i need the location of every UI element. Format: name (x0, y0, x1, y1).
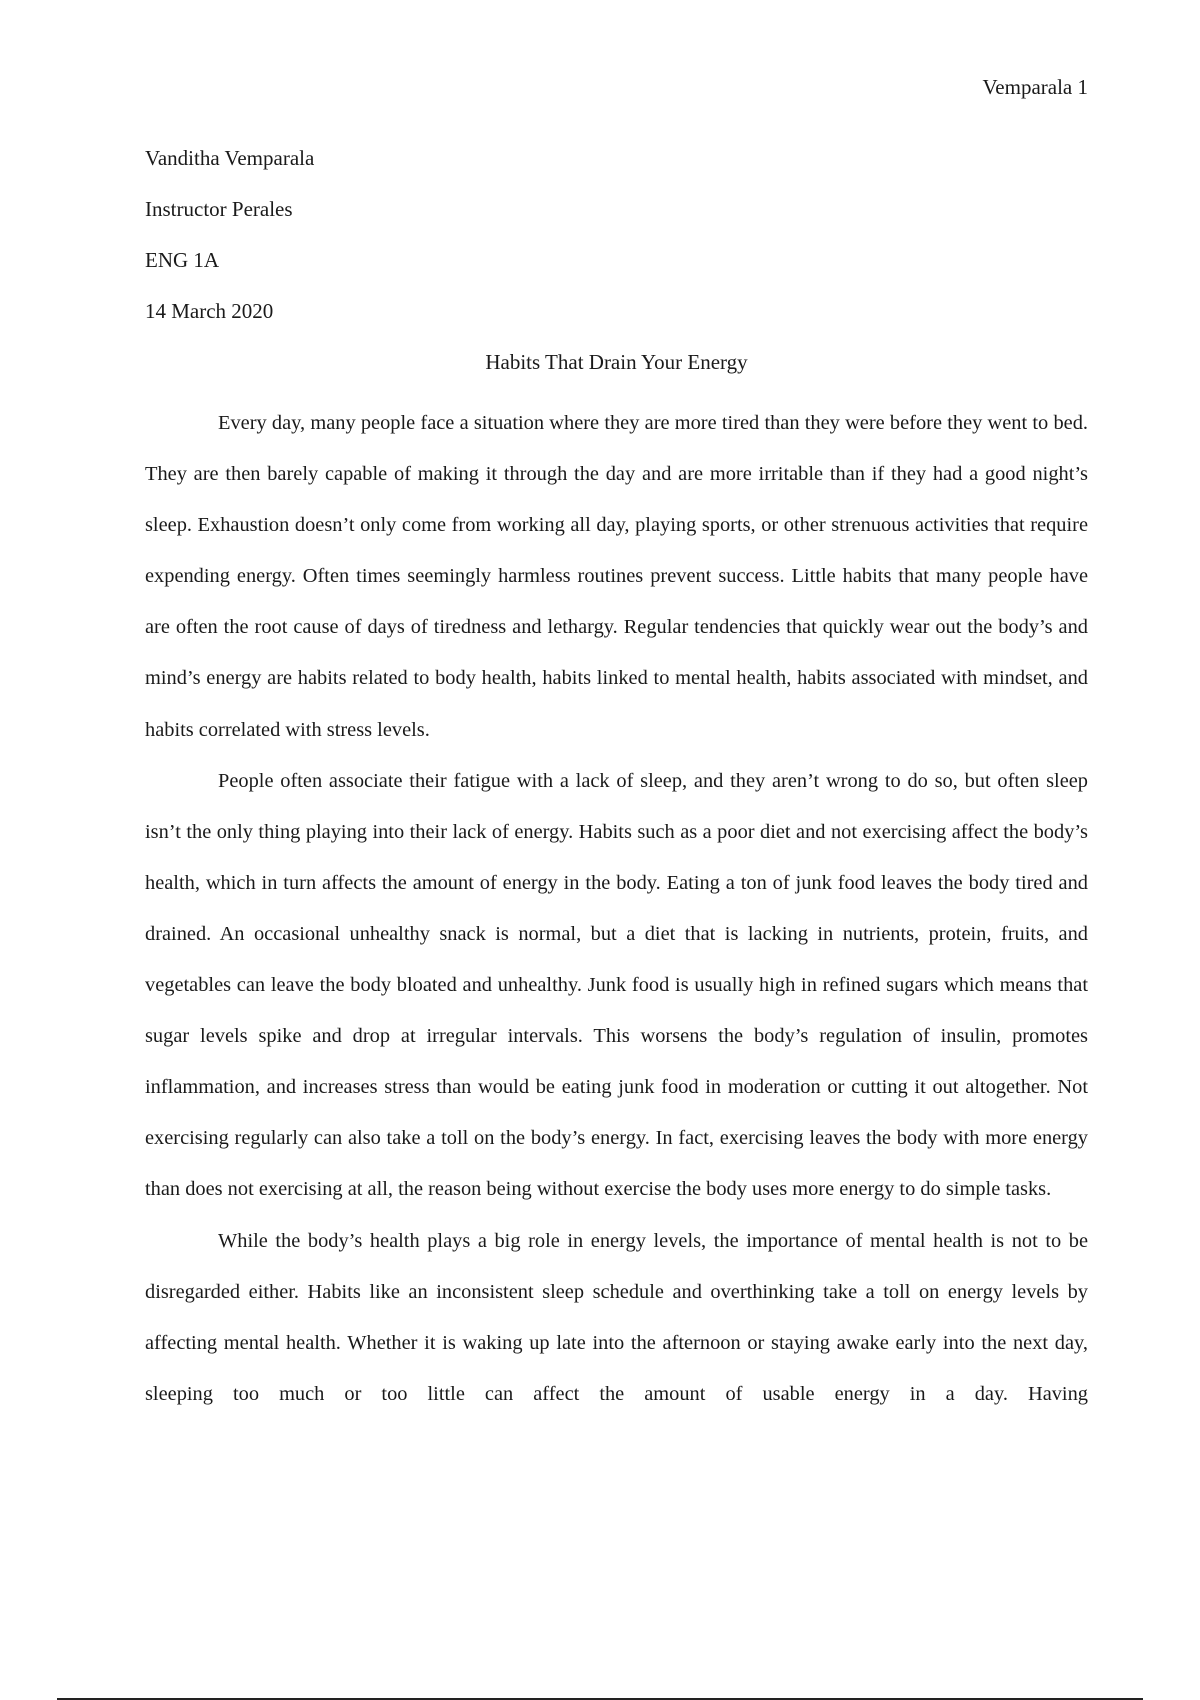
paragraph-2: People often associate their fatigue with a lack of sleep, and they aren’t wrong to do so, but often sleep isn’t the only thing playing into their lack of energy. Habits such as a poor diet and not exercising affect the body’s health, which in turn affects the amount of energy in the body. Eating a ton of junk food leaves the body tired and drained. An occasional unhealthy snack is normal, but a diet that is lacking in nutrients, protein, fruits, and vegetables can leave the body bloated and unhealthy. Junk food is usually high in refined sugars which means that sugar levels spike and drop at irregular intervals. This worsens the body’s regulation of insulin, promotes inflammation, and increases stress than would be eating junk food in moderation or cutting it out altogether. Not exercising regularly can also take a toll on the body’s energy. In fact, exercising leaves the body with more energy than does not exercising at all, the reason being without exercise the body uses more energy to do simple tasks. (145, 769, 1088, 1201)
paragraph-3: While the body’s health plays a big role in energy levels, the importance of mental health is not to be disregarded either. Habits like an inconsistent sleep schedule and overthinking take a toll on energy levels by affecting mental health. Whether it is waking up late into the afternoon or staying awake early into the next day, sleeping too much or too little can affect the amount of usable energy in a day. Having (145, 1229, 1088, 1405)
essay-body (145, 398, 1088, 1420)
course-name: ENG 1A (145, 248, 220, 272)
paragraph-1: Every day, many people face a situation where they are more tired than they were before they went to bed. They are then barely capable of making it through the day and are more irritable than if they had a good night’s sleep. Exhaustion doesn’t only come from working all day, playing sports, or other strenuous activities that require expending energy. Often times seemingly harmless routines prevent success. Little habits that many people have are often the root cause of days of tiredness and lethargy. Regular tendencies that quickly wear out the body’s and mind’s energy are habits related to body health, habits linked to mental health, habits associated with mindset, and habits correlated with stress levels. (145, 412, 1088, 741)
running-head: Vemparala 1 (982, 75, 1088, 99)
student-name: Vanditha Vemparala (145, 146, 315, 170)
essay-title: Habits That Drain Your Energy (485, 350, 748, 374)
mla-heading (145, 143, 1088, 398)
essay-date: 14 March 2020 (145, 299, 274, 323)
instructor-name: Instructor Perales (145, 197, 293, 221)
